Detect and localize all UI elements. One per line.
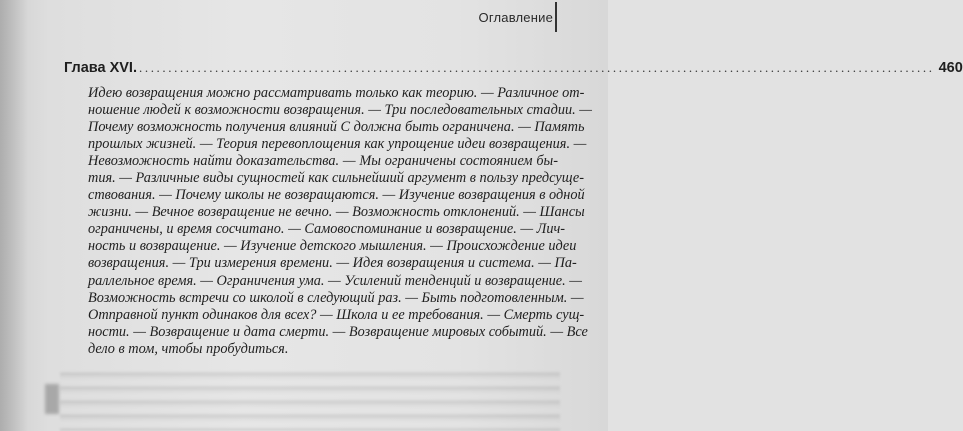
toc-entry-line	[64, 60, 963, 78]
show-through-text	[60, 366, 560, 431]
summary-line: ограничены, и время сосчитано. — Самовоспоминание и возвращение. — Лич-	[88, 221, 566, 238]
summary-line: Невозможность найти доказательства. — Мы ограничены состоянием бы-	[88, 153, 558, 170]
chapter-summary	[88, 85, 592, 358]
chapter-title: Глава XVI.	[64, 60, 137, 76]
summary-line: жизни. — Вечное возвращение не вечно. — Возможность отклонений. — Шансы	[88, 204, 585, 221]
running-head-rule	[555, 2, 557, 32]
dot-leader: ........................................................................................................................................	[139, 60, 935, 75]
summary-line: возвращения. — Три измерения времени. — Идея возвращения и система. — Па-	[88, 255, 577, 272]
summary-line: ношение людей к возможности возвращения. — Три последовательных стадии. —	[88, 102, 592, 119]
page-number: 460	[938, 60, 963, 76]
summary-line: ность и возвращение. — Изучение детского мышления. — Происхождение идеи	[88, 238, 577, 255]
summary-line: ности. — Возвращение и дата смерти. — Возвращение мировых событий. — Все	[88, 323, 588, 340]
summary-line: Почему возможность получения влияний С должна быть ограничена. — Память	[88, 119, 585, 136]
gutter-shadow	[0, 0, 28, 431]
summary-line: Отправной пункт одинаков для всех? — Школа и ее требования. — Смерть сущ-	[88, 306, 585, 323]
running-head-title: Оглавление	[478, 10, 553, 25]
summary-line: тия. — Различные виды сущностей как сильнейший аргумент в пользу предсуще-	[88, 170, 584, 187]
show-through-mark	[45, 384, 59, 414]
summary-line: дело в том, чтобы пробудиться.	[88, 340, 289, 357]
summary-line: прошлых жизней. — Теория перевоплощения как упрощение идеи возвращения. —	[88, 136, 587, 153]
summary-line: раллельное время. — Ограничения ума. — Усилений тенденций и возвращение. —	[88, 272, 583, 289]
summary-line: Идею возвращения можно рассматривать только как теорию. — Различное от-	[88, 85, 585, 101]
summary-line: ствования. — Почему школы не возвращаются. — Изучение возвращения в одной	[88, 187, 585, 204]
summary-line: Возможность встречи со школой в следующий раз. — Быть подготовленным. —	[88, 289, 584, 306]
